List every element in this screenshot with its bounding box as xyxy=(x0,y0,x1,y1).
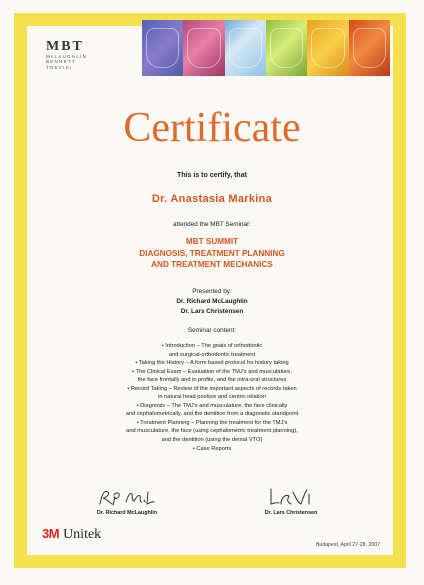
content-line: • Case Reports xyxy=(192,445,232,452)
signature-mclaughlin xyxy=(72,486,182,516)
banner-tile-image xyxy=(142,20,183,76)
content-line: • Record Taking – Review of the important aspects of records taken xyxy=(127,385,297,392)
seminar-title-line: DIAGNOSIS, TREATMENT PLANNING xyxy=(139,248,285,258)
header-image-banner xyxy=(142,20,390,76)
banner-tile-image xyxy=(349,20,390,76)
attended-text: attended the MBT Seminar: xyxy=(172,221,252,228)
unitek-logo-text: Unitek xyxy=(63,527,102,542)
content-line: and cephalometrically, and the dentition from a diagnostic standpoint xyxy=(125,411,299,418)
mbt-logo xyxy=(46,40,106,70)
content-line: • Introduction – The goals of orthodontic xyxy=(161,343,263,349)
banner-tile-image xyxy=(183,20,224,76)
content-line: in natural head posture and centric relation xyxy=(158,394,266,401)
presented-block xyxy=(0,287,424,317)
seminar-title-line: AND TREATMENT MECHANICS xyxy=(151,260,273,269)
handwritten-signature-image xyxy=(261,486,321,508)
mbt-logo-subtext: McLAUGHLIN BENNETT TREVISI xyxy=(46,54,88,70)
content-line: • Diagnosis – The TMJ's and musculature, the face clinically xyxy=(136,402,288,409)
3m-unitek-logo xyxy=(42,526,101,543)
seminar-content-list xyxy=(0,342,424,453)
content-line: the face frontally and in profile, and the intra-oral structures xyxy=(137,377,287,384)
signature-label: Dr. Richard McLaughlin xyxy=(96,510,158,516)
seminar-content-label: Seminar content: xyxy=(187,327,237,334)
content-line: and musculature, the face (using cephalometric treatment planning), xyxy=(126,428,298,435)
content-line: and surgical-orthodontic treatment xyxy=(168,351,256,358)
seminar-title-line: MBT SUMMIT xyxy=(185,237,239,246)
presented-label: Presented by: xyxy=(192,288,232,295)
banner-tile-image xyxy=(307,20,348,76)
mbt-logo-text: MBT xyxy=(46,39,84,54)
handwritten-signature-image xyxy=(92,486,162,508)
presenter-name: Dr. Richard McLaughlin xyxy=(176,298,248,305)
content-line: • Taking the History – A form based protocol for history taking xyxy=(135,360,289,367)
recipient-name: Dr. Anastasia Markina xyxy=(151,193,273,205)
certify-intro: This is to certify, that xyxy=(177,172,247,179)
content-line: • The Clinical Exam – Evaluation of the TMJ's and musculature, xyxy=(132,368,292,375)
content-line: and the dentition (using the dental VTO) xyxy=(161,437,263,444)
banner-tile-image xyxy=(225,20,266,76)
certificate-title: Certificate xyxy=(123,105,301,151)
content-line: • Treatment Planning – Planning the treatment for the TMJ's xyxy=(136,419,288,426)
seminar-title xyxy=(0,236,424,271)
presenter-name: Dr. Lars Christensen xyxy=(180,308,244,315)
3m-logo-mark: 3M xyxy=(42,526,60,541)
signature-christensen xyxy=(236,486,346,516)
place-and-date: Budapest, April 27-28, 2007 xyxy=(315,542,380,548)
banner-tile-image xyxy=(266,20,307,76)
signature-label: Dr. Lars Christensen xyxy=(264,510,318,516)
